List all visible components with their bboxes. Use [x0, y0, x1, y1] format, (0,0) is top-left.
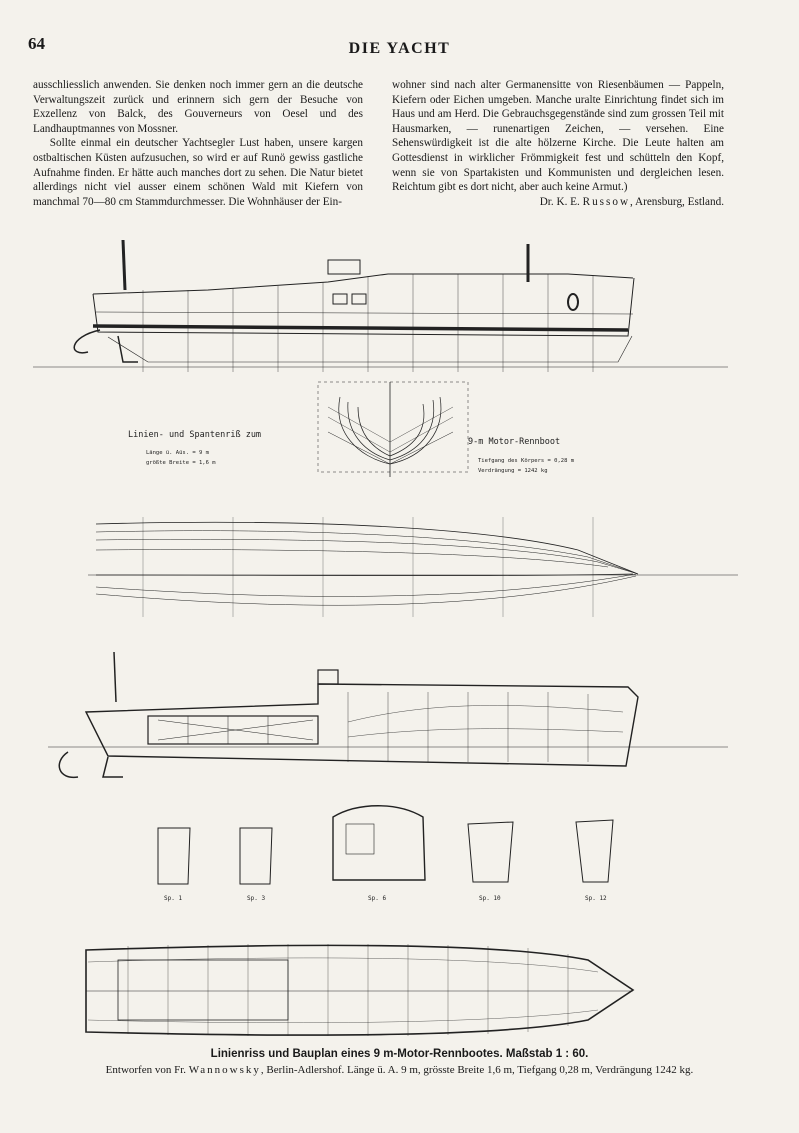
- signature-suffix: , Arensburg, Estland.: [630, 195, 724, 208]
- construction-profile: [48, 652, 728, 777]
- signature-prefix: Dr. K. E.: [539, 195, 583, 208]
- plan-label-left-note: Länge ü. Aüs. = 9 m: [146, 450, 209, 456]
- paragraph: ausschliesslich anwenden. Sie denken noch immer gern an die deutsche Verwaltungszeit zurück und erinnern sich gern der Besuche von Exzellenz von Balck, des Gouverneurs von Oesel und des Landhauptmannes von Mossner.: [33, 79, 363, 135]
- paragraph: wohner sind nach alter Germanensitte von Riesenbäumen — Pappeln, Kiefern oder Eichen umgeben. Manche uralte Einrichtung findet sich im Haus und am Herd. Die Gebrauchsgegenstände sind zum grossen Teil mit Hausmarken, — runenartigen Zeichen, — versehen. Eine Sehenswürdigkeit ist die alte hölzerne Kirche. Die Leute halten am Gottesdienst in wirklicher Frömmigkeit fest und schütteln den Kopf, wenn sie von Spartakisten und Kommunisten und dergleichen lesen. Reichtum gibt es dort nicht, aber auch keine Armut.): [392, 79, 724, 194]
- plan-label-right-note: Tiefgang des Körpers = 0,28 m: [478, 458, 575, 464]
- caption-scale: Maßstab 1 : 60.: [505, 1048, 589, 1060]
- credit-suffix: , Berlin-Adlershof. Länge ü. A. 9 m, grösste Breite 1,6 m, Tiefgang 0,28 m, Verdrängung 1242 kg.: [260, 1064, 694, 1076]
- designer-name: Wannowsky: [188, 1064, 261, 1076]
- plan-label-right-note: Verdrängung = 1242 kg: [478, 468, 548, 474]
- paragraph: Sollte einmal ein deutscher Yachtsegler Lust haben, unsere kargen ostbaltischen Küsten aufzusuchen, so wird er auf Runö gewiss gastliche Aufnahme finden. Er hätte auch manches dort zu sehen. Die Natur bietet allerdings nicht viel ausser einem schönen Wald mit Kiefern von manchmal 70—80 cm Stammdurchmesser. Die Wohnhäuser der Ein-: [33, 137, 363, 208]
- figure-credit: [14, 1064, 785, 1076]
- credit-prefix: Entworfen von Fr.: [105, 1064, 189, 1076]
- article-left-column: [33, 78, 363, 209]
- section-label: Sp. 1: [164, 895, 183, 902]
- article-right-column: [392, 78, 724, 209]
- deck-plan: [86, 944, 633, 1036]
- plan-label-right: 9-m Motor-Rennboot: [468, 437, 561, 447]
- section-label: Sp. 3: [247, 895, 266, 902]
- author-signature: [392, 195, 724, 210]
- section-label: Sp. 6: [368, 895, 387, 902]
- section-label: Sp. 10: [479, 895, 501, 902]
- running-title: DIE YACHT: [348, 40, 451, 57]
- body-plan: [318, 382, 468, 477]
- plan-label-left-note: größte Breite = 1,6 m: [146, 460, 216, 466]
- section-label: Sp. 12: [585, 895, 607, 902]
- profile-view: [33, 240, 728, 372]
- signature-name: Russow: [582, 195, 631, 208]
- figure-caption: [0, 1048, 799, 1060]
- plan-label-left: Linien- und Spantenriß zum: [128, 430, 262, 440]
- half-breadth-plan: [88, 517, 738, 617]
- caption-title: Linienriss und Bauplan eines 9 m-Motor-Rennbootes.: [210, 1048, 503, 1060]
- page-number: 64: [28, 34, 45, 53]
- boat-lines-drawing: [28, 232, 768, 1044]
- cross-sections: [158, 806, 613, 884]
